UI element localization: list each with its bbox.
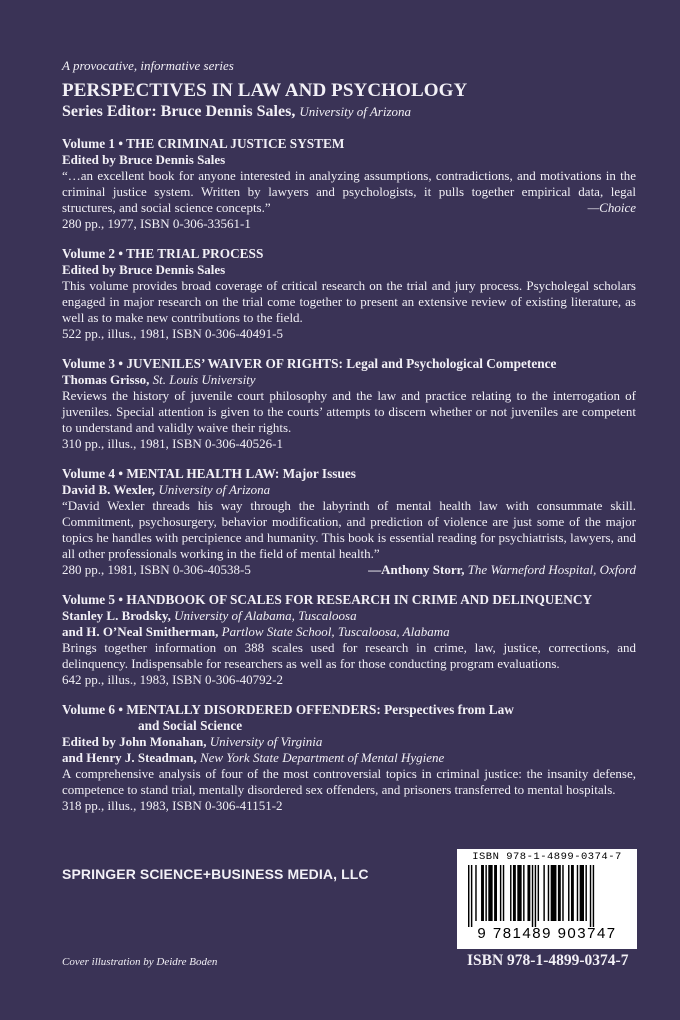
volume-co-editor: and H. O’Neal Smitherman, Partlow State School, Tuscaloosa, Alabama xyxy=(62,624,450,639)
barcode-bar xyxy=(485,865,486,921)
barcode-bar xyxy=(538,865,539,921)
volume-entry-2 xyxy=(62,246,636,342)
volume-entry-5 xyxy=(62,592,636,688)
volume-publication-info: 310 pp., illus., 1981, ISBN 0-306-40526-1 xyxy=(62,436,283,451)
barcode xyxy=(457,849,637,949)
barcode-bar xyxy=(535,865,536,927)
barcode-bar xyxy=(577,865,578,921)
volume-publication-info: 280 pp., 1981, ISBN 0-306-40538-5 xyxy=(62,562,251,577)
volume-entry-6 xyxy=(62,702,636,814)
barcode-bar xyxy=(585,865,586,921)
volume-publication-info: 280 pp., 1977, ISBN 0-306-33561-1 xyxy=(62,216,251,231)
volume-editor: Edited by Bruce Dennis Sales xyxy=(62,262,226,277)
barcode-bar xyxy=(468,865,469,927)
volume-publication-info: 642 pp., illus., 1983, ISBN 0-306-40792-2 xyxy=(62,672,283,687)
barcode-bar xyxy=(527,865,530,921)
volume-description: A comprehensive analysis of four of the most controversial topics in criminal justice: the insanity defense, competence to stand trial, mentally disordered sex offenders, and prisoners transferred to mental hospitals. xyxy=(62,766,636,797)
barcode-bar xyxy=(562,865,563,921)
barcode-isbn-label: ISBN 978-1-4899-0374-7 xyxy=(472,851,622,863)
isbn: ISBN 978-1-4899-0374-7 xyxy=(467,952,629,969)
volume-footer-row xyxy=(62,562,636,578)
volume-description: This volume provides broad coverage of critical research on the trial and jury process. Psycholegal scholars engaged in major research on the trial come together to present an extensive review of existing literature, as well as to make new contributions to the field. xyxy=(62,278,636,325)
barcode-bar xyxy=(532,865,533,927)
series-tagline: A provocative, informative series xyxy=(62,58,234,73)
volume-editor: Edited by Bruce Dennis Sales xyxy=(62,152,226,167)
volume-editor: Thomas Grisso, St. Louis University xyxy=(62,372,256,387)
barcode-bar xyxy=(475,865,476,921)
volume-co-editor: and Henry J. Steadman, New York State Department of Mental Hygiene xyxy=(62,750,445,765)
barcode-bar xyxy=(523,865,524,921)
volume-publication-info: 522 pp., illus., 1981, ISBN 0-306-40491-5 xyxy=(62,326,283,341)
volume-editor: David B. Wexler, University of Arizona xyxy=(62,482,271,497)
volume-publication-info: 318 pp., illus., 1983, ISBN 0-306-41151-2 xyxy=(62,798,283,813)
barcode-bar xyxy=(513,865,516,921)
barcode-bar xyxy=(571,865,574,921)
barcode-bar xyxy=(543,865,544,921)
volume-heading: Volume 3 • JUVENILES’ WAIVER OF RIGHTS: Legal and Psychological Competence xyxy=(62,356,557,371)
barcode-bar xyxy=(500,865,501,921)
barcode-bar xyxy=(517,865,521,921)
volume-description: “…an excellent book for anyone interested in analyzing assumptions, contradictions, and motivations in the criminal justice system. Written by lawyers and psychologists, it pulls together empirical data, legal structures, and social science concepts.” xyxy=(62,168,636,215)
barcode-bar xyxy=(481,865,484,921)
volume-editor: Edited by John Monahan, University of Virginia xyxy=(62,734,323,749)
volume-entry-1 xyxy=(62,136,636,232)
volume-entry-4 xyxy=(62,466,636,578)
barcode-bar xyxy=(503,865,504,921)
volume-description: “David Wexler threads his way through the labyrinth of mental health law with consummate skill. Commitment, psychosurgery, behavior modification, and prediction of violence are just some of the major topics he handles with percipience and humanity. This book is essential reading for psychiatrists, lawyers, and all other professionals working in the field of mental health.” xyxy=(62,498,636,561)
volume-description: Reviews the history of juvenile court philosophy and the law and practice relating to the interrogation of juveniles. Special attention is given to the courts’ attempts to discern whether or not juveniles are competent to understand and validly waive their rights. xyxy=(62,388,636,435)
volume-description: Brings together information on 388 scales used for research in crime, law, justice, corrections, and delinquency. Indispensable for researchers as well as for those conducting program evaluations. xyxy=(62,640,636,671)
series-editor: Series Editor: Bruce Dennis Sales, University of Arizona xyxy=(62,103,412,120)
volume-heading: Volume 2 • THE TRIAL PROCESS xyxy=(62,246,264,261)
series-title: PERSPECTIVES IN LAW AND PSYCHOLOGY xyxy=(62,80,468,101)
barcode-bar xyxy=(494,865,497,921)
volume-heading: Volume 5 • HANDBOOK OF SCALES FOR RESEARCH IN CRIME AND DELINQUENCY xyxy=(62,592,593,607)
volume-editor: Stanley L. Brodsky, University of Alabama, Tuscaloosa xyxy=(62,608,357,623)
quote-source: —Choice xyxy=(587,200,636,215)
cover-illustration-credit: Cover illustration by Deidre Boden xyxy=(62,956,218,968)
back-cover-content xyxy=(62,58,636,828)
barcode-bar xyxy=(510,865,511,921)
barcode-bar xyxy=(551,865,557,921)
barcode-bar xyxy=(580,865,584,921)
volume-heading: Volume 4 • MENTAL HEALTH LAW: Major Issues xyxy=(62,466,356,481)
publisher-name: SPRINGER SCIENCE+BUSINESS MEDIA, LLC xyxy=(62,866,369,882)
barcode-bars xyxy=(462,865,632,927)
barcode-bar xyxy=(548,865,549,921)
volume-heading: Volume 6 • MENTALLY DISORDERED OFFENDERS: Perspectives from Law and Social Science xyxy=(62,702,514,733)
volume-entry-3 xyxy=(62,356,636,452)
barcode-bar xyxy=(590,865,591,927)
volume-heading: Volume 1 • THE CRIMINAL JUSTICE SYSTEM xyxy=(62,136,345,151)
barcode-bar xyxy=(568,865,569,921)
barcode-bar xyxy=(471,865,472,927)
barcode-digits: 9 781489 903747 xyxy=(477,925,617,942)
barcode-bar xyxy=(558,865,561,921)
quote-author: —Anthony Storr, The Warneford Hospital, Oxford xyxy=(368,562,636,577)
barcode-bar xyxy=(593,865,594,927)
barcode-bar xyxy=(488,865,492,921)
